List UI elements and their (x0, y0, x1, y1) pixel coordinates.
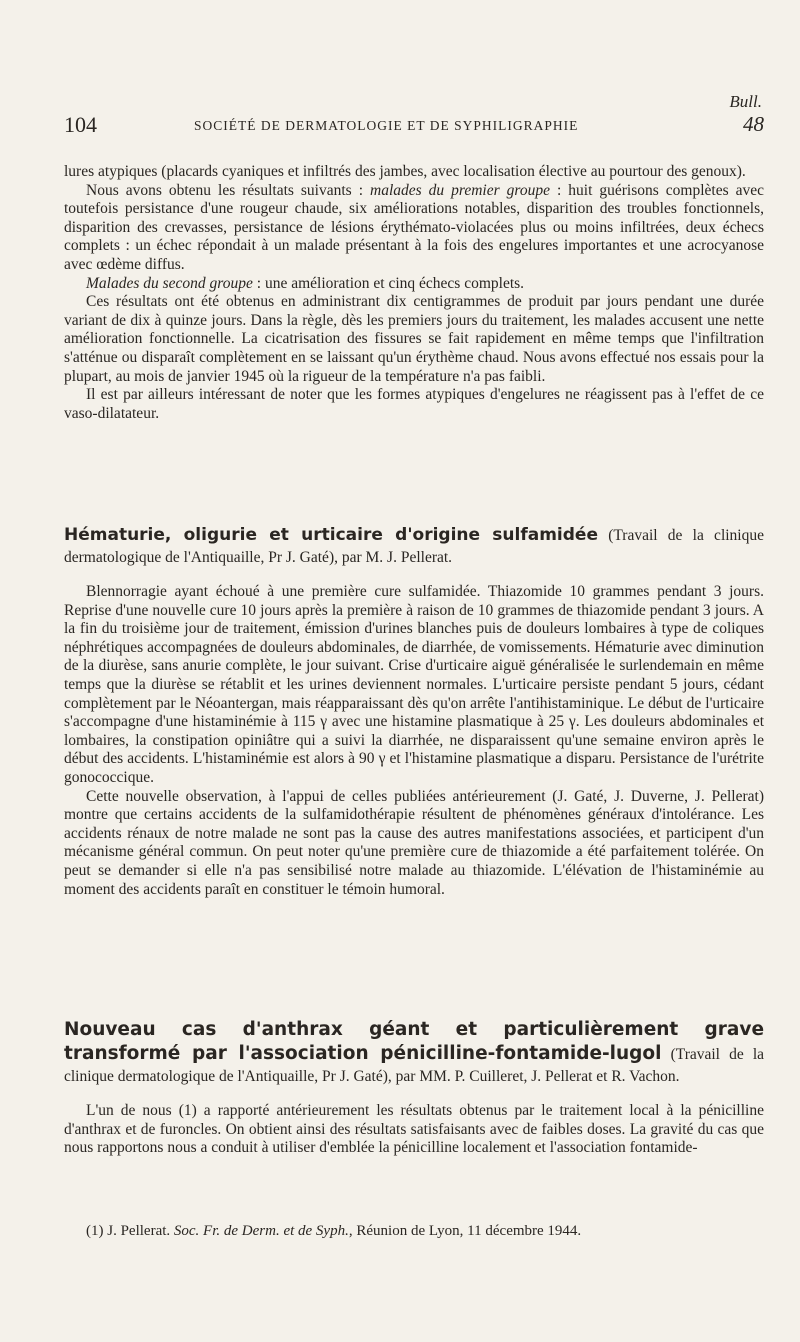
paragraph: L'un de nous (1) a rapporté antérieurement les résultats obtenus par le traitement local à la pénicilline d'anthrax et de furoncles. On obtient ainsi des résultats satisfaisants avec de faibles doses. La gravité du cas que nous rapportons nous a conduit à utiliser d'emblée la pénicilline localement et l'association fontamide- (64, 1102, 764, 1157)
bull-label: Bull. (729, 92, 762, 111)
paragraph: Malades du second groupe : une amélioration et cinq échecs complets. (86, 274, 525, 292)
article-byline: (Travail de la clinique dermatologique de l'Antiquaille, Pr J. Gaté), par M. J. Pellerat. (64, 527, 764, 566)
page-number: 104 (64, 112, 97, 137)
article-heading (64, 1018, 764, 1088)
article-title: Nouveau cas d'anthrax géant et particulièrement grave transformé par l'association pénicilline-fontamide-lugol (64, 1019, 764, 1064)
paragraph: Blennorragie ayant échoué à une première cure sulfamidée. Thiazomide 10 grammes pendant 3 jours. Reprise d'une nouvelle cure 10 jours après la première à raison de 10 grammes de thiazomide pendant 3 jours. A la fin du troisième jour de traitement, émission d'urines blanches puis de douleurs lombaires à type de coliques néphrétiques accompagnées de douleurs abdominales, de diarrhée, de vomissements. Hématurie avec diminution de la diurèse, sans anurie complète, le jour suivant. Crise d'urticaire aiguë généralisée le surlendemain en même temps que la diurèse se rétablit et les urines deviennent normales. L'urticaire persiste pendant 5 jours, cédant complètement par le Néoantergan, mais réapparaissant dès qu'on arrête l'antihistaminique. Le début de l'urticaire s'accompagne d'une histaminémie à 115 γ avec une histamine plasmatique à 25 γ. Les douleurs abdominales et lombaires, la constipation opiniâtre qui a suivi la diarrhée, ne disparaissent qu'une semaine environ après le début des accidents. L'histaminémie est alors à 90 γ et l'histamine plasmatique a disparu. Persistance de l'urétrite gonococcique. (64, 583, 764, 786)
section-anthrax (64, 1018, 764, 1158)
article-byline: (Travail de la clinique dermatologique de l'Antiquaille, Pr J. Gaté), par MM. P. Cuilleret, J. Pellerat et R. Vachon. (64, 1046, 765, 1085)
running-header (64, 112, 764, 140)
section-engelures (64, 163, 764, 423)
paragraph: Nous avons obtenu les résultats suivants : malades du premier groupe : huit guérisons complètes avec toutefois persistance d'une rougeur chaude, six améliorations notables, disparition des troubles fonctionnels, disparition des crevasses, persistance de lésions érythémato-violacées plus ou moins infiltrées, deux échecs complets : un échec répondait à un malade présentant à la fois des engelures importantes et une acrocyanose avec œdème diffus. (64, 181, 765, 273)
running-title: SOCIÉTÉ DE DERMATOLOGIE ET DE SYPHILIGRAPHIE (194, 118, 579, 133)
issue-number: 48 (743, 112, 764, 136)
paragraph: Cette nouvelle observation, à l'appui de celles publiées antérieurement (J. Gaté, J. Duverne, J. Pellerat) montre que certains accidents de la sulfamidothérapie résultent de phénomènes généraux d'intolérance. Les accidents rénaux de notre malade ne sont pas la cause des autres manifestations associées, et participent d'un mécanisme général commun. On peut noter qu'une première cure de thiazomide a été parfaitement tolérée. On peut se demander si elle n'a pas sensibilisé notre malade au thiazomide. L'élévation de l'histaminémie au moment des accidents paraît en constituer le témoin humoral. (64, 787, 764, 898)
paragraph: Il est par ailleurs intéressant de noter que les formes atypiques d'engelures ne réagissent pas à l'effet de ce vaso-dilatateur. (64, 386, 764, 422)
article-title: Hématurie, oligurie et urticaire d'origine sulfamidée (64, 525, 598, 545)
article-heading (64, 524, 764, 569)
footnote (64, 1222, 764, 1240)
paragraph: lures atypiques (placards cyaniques et infiltrés des jambes, avec localisation élective au pourtour des genoux). (64, 163, 746, 180)
footnote-text: (1) J. Pellerat. Soc. Fr. de Derm. et de Syph., Réunion de Lyon, 11 décembre 1944. (86, 1223, 582, 1239)
section-hematurie (64, 524, 764, 899)
paragraph: Ces résultats ont été obtenus en administrant dix centigrammes de produit par jours pendant une durée variant de dix à quinze jours. Dans la règle, dès les premiers jours du traitement, les malades accusent une nette amélioration fonctionnelle. La cicatrisation des fissures se fait rapidement en même temps que l'infiltration s'atténue ou disparaît complètement en se laissant qu'un érythème chaud. Nous avons effectué nos essais pour la plupart, au mois de janvier 1945 où la rigueur de la température n'a pas faibli. (64, 293, 764, 385)
